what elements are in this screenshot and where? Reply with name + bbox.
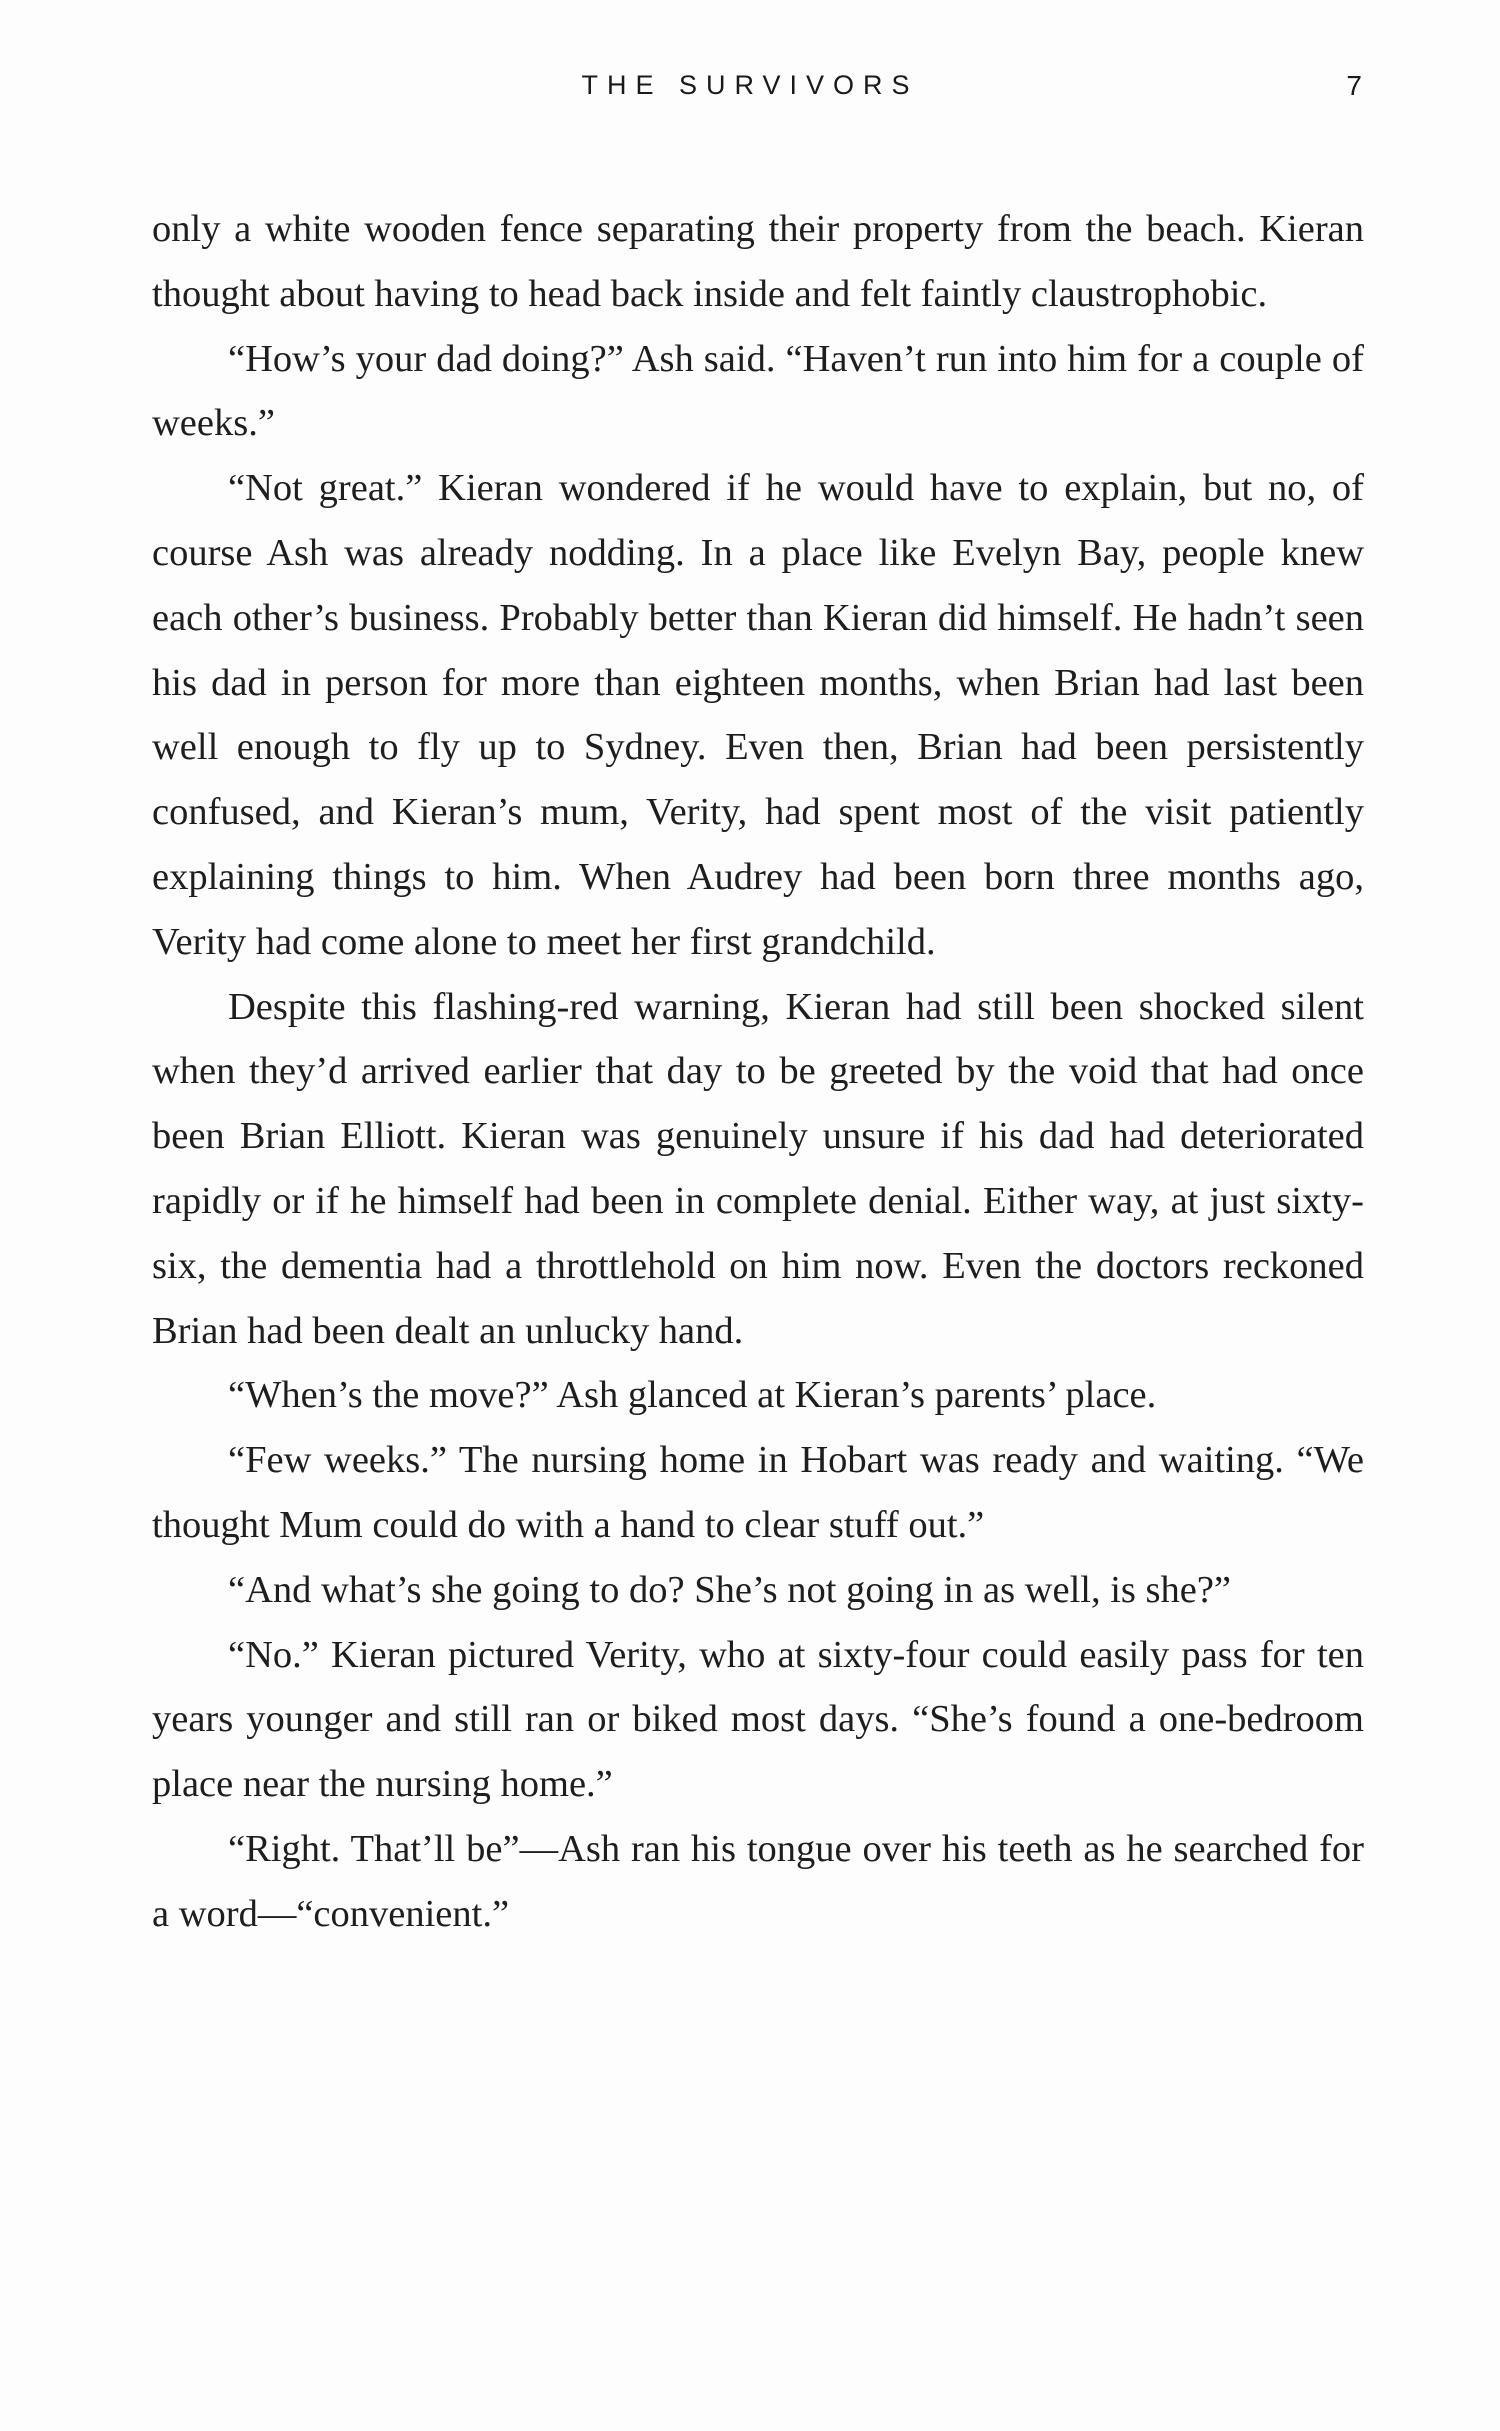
running-head bbox=[0, 70, 1500, 120]
paragraph: only a white wooden fence separating their property from the beach. Kieran thought about having to head back inside and felt faintly claustrophobic. bbox=[152, 208, 1364, 315]
paragraph: “When’s the move?” Ash glanced at Kieran’s parents’ place. bbox=[228, 1374, 1157, 1417]
paragraph: “How’s your dad doing?” Ash said. “Haven’t run into him for a couple of weeks.” bbox=[152, 337, 1364, 445]
paragraph: “Right. That’ll be”—Ash ran his tongue over his teeth as he searched for a word—“convenient.” bbox=[152, 1827, 1364, 1935]
body-text bbox=[152, 197, 1364, 1947]
paragraph: “Not great.” Kieran wondered if he would have to explain, but no, of course Ash was already nodding. In a place like Evelyn Bay, people knew each other’s business. Probably better than Kieran did himself. He hadn’t seen his dad in person for more than eighteen months, when Brian had last been well enough to fly up to Sydney. Even then, Brian had been persistently confused, and Kieran’s mum, Verity, had spent most of the visit patiently explaining things to him. When Audrey had been born three months ago, Verity had come alone to meet her first grandchild. bbox=[152, 467, 1364, 963]
paragraph: “And what’s she going to do? She’s not going in as well, is she?” bbox=[228, 1568, 1232, 1611]
paragraph: “Few weeks.” The nursing home in Hobart was ready and waiting. “We thought Mum could do with a hand to clear stuff out.” bbox=[152, 1439, 1364, 1546]
page-number: 7 bbox=[1346, 70, 1362, 101]
running-title: THE SURVIVORS bbox=[581, 70, 919, 100]
paragraph: “No.” Kieran pictured Verity, who at sixty-four could easily pass for ten years younger and still ran or biked most days. “She’s found a one-bedroom place near the nursing home.” bbox=[152, 1633, 1364, 1806]
paragraph: Despite this flashing-red warning, Kieran had still been shocked silent when they’d arrived earlier that day to be greeted by the void that had once been Brian Elliott. Kieran was genuinely unsure if his dad had deteriorated rapidly or if he himself had been in complete denial. Either way, at just sixty-six, the dementia had a throttlehold on him now. Even the doctors reckoned Brian had been dealt an unlucky hand. bbox=[152, 985, 1364, 1352]
